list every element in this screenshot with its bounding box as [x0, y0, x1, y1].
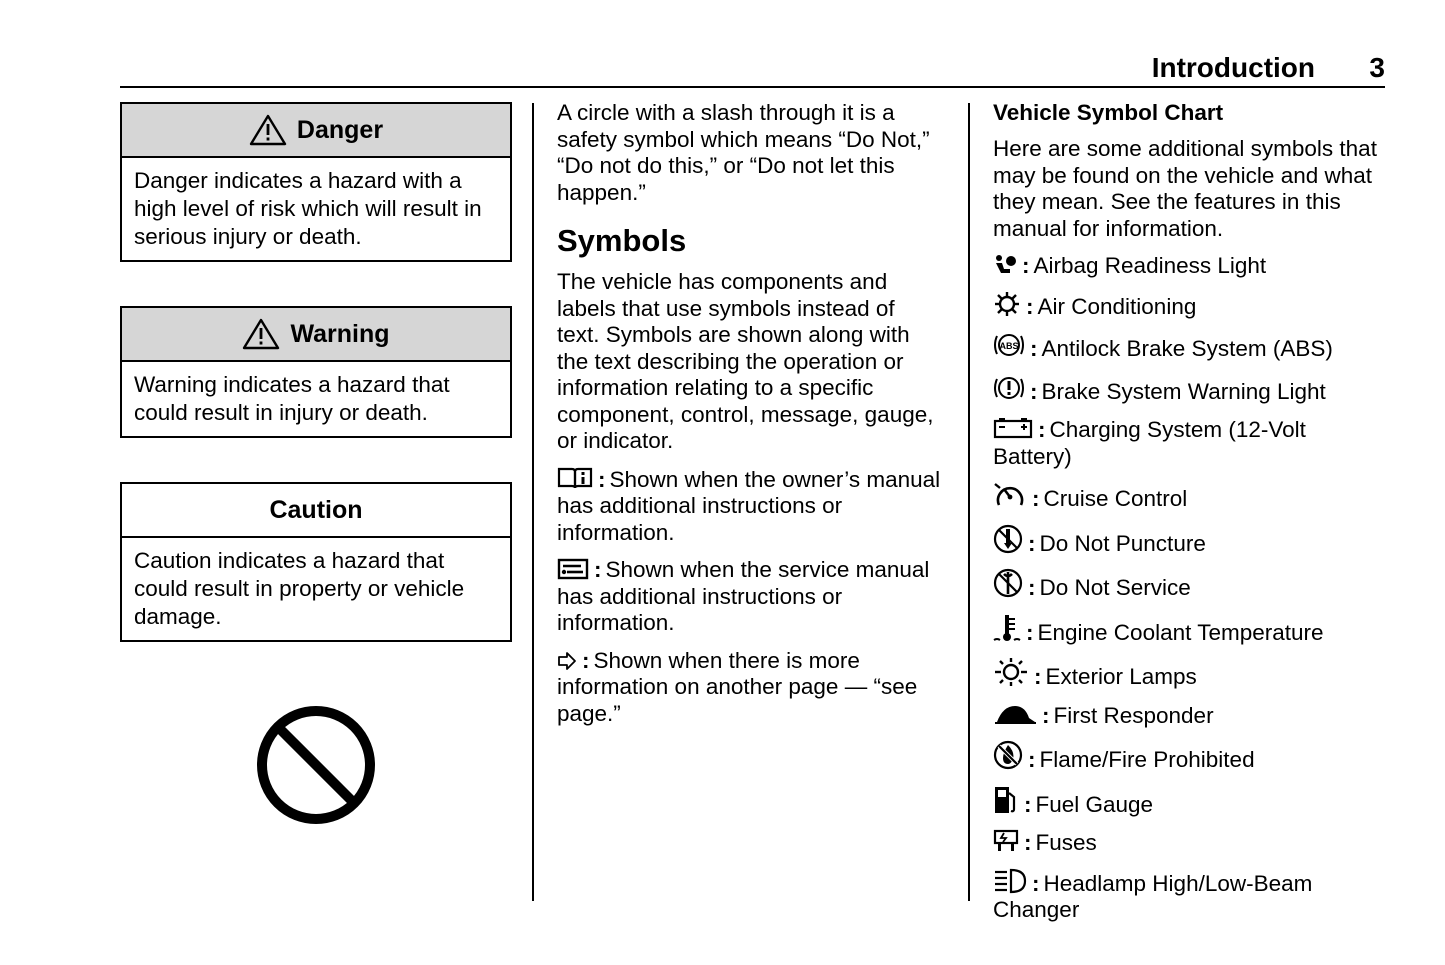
page-number: 3: [1369, 52, 1385, 83]
air-conditioning-icon: [993, 291, 1021, 317]
danger-box: [120, 102, 512, 262]
item-label: Air Conditioning: [1037, 293, 1197, 319]
airbag-icon: [993, 254, 1017, 276]
list-item: : Fuel Gauge: [993, 785, 1383, 819]
item-label: Headlamp High/Low-Beam Changer: [993, 870, 1313, 922]
do-not-puncture-icon: [993, 524, 1023, 554]
see-page-note: : Shown when there is more information on another page — “see page.”: [557, 647, 918, 726]
warning-box: [120, 306, 512, 438]
header-divider: [120, 86, 1385, 88]
item-label: Brake System Warning Light: [1041, 378, 1326, 404]
item-label: Engine Coolant Temperature: [1037, 619, 1324, 645]
circle-slash-explanation: A circle with a slash through it is a safety symbol which means “Do Not,” “Do not do this,” or “Do not let this happen.”: [557, 100, 930, 205]
service-manual-icon: [557, 558, 589, 580]
column-divider-right: [968, 103, 970, 901]
item-label: Airbag Readiness Light: [1033, 253, 1267, 278]
item-label: First Responder: [1053, 702, 1214, 728]
item-label: Antilock Brake System (ABS): [1041, 336, 1333, 361]
warning-box-text: Warning indicates a hazard that could result in injury or death.: [134, 372, 450, 425]
caution-box-title: Caution: [269, 495, 363, 524]
headlamp-beam-icon: [993, 868, 1027, 894]
danger-box-title: Danger: [296, 115, 384, 144]
cruise-control-icon: [993, 481, 1027, 509]
list-item: : Flame/Fire Prohibited: [993, 740, 1383, 774]
owner-manual-note-text: Shown when the owner’s manual has additional instructions or information.: [557, 466, 941, 545]
danger-box-text: Danger indicates a hazard with a high level of risk which will result in serious injury or death.: [134, 168, 482, 249]
flame-prohibited-icon: [993, 740, 1023, 770]
section-title: Introduction: [1151, 52, 1315, 83]
list-item: : Exterior Lamps: [993, 657, 1383, 691]
svg-text:ABS: ABS: [999, 341, 1019, 351]
book-icon: [557, 466, 593, 490]
warning-triangle-icon: [242, 318, 280, 350]
do-not-symbol-icon: [255, 704, 377, 826]
caution-box-header: [122, 484, 510, 538]
battery-icon: [993, 416, 1033, 440]
brake-warning-icon: [993, 374, 1025, 402]
item-label: Flame/Fire Prohibited: [1039, 747, 1255, 772]
caution-box-text: Caution indicates a hazard that could result in property or vehicle damage.: [134, 548, 465, 629]
symbols-heading: Symbols: [557, 223, 687, 258]
owner-manual-note: : Shown when the owner’s manual has additional instructions or information.: [557, 466, 941, 545]
coolant-temperature-icon: [993, 613, 1021, 643]
fuses-icon: [993, 829, 1019, 853]
warning-triangle-icon: [249, 114, 287, 146]
danger-box-header: [122, 104, 510, 158]
item-label: Charging System (12-Volt Battery): [993, 417, 1306, 469]
item-label: Cruise Control: [1043, 486, 1188, 511]
symbol-chart-column: [993, 100, 1383, 935]
see-page-note-text: Shown when there is more information on another page — “see page.”: [557, 647, 918, 726]
first-responder-icon: [993, 702, 1037, 726]
vehicle-symbol-chart-heading: Vehicle Symbol Chart: [993, 100, 1224, 125]
list-item: : Air Conditioning: [993, 291, 1383, 321]
middle-column: [557, 100, 942, 738]
list-item: : Do Not Service: [993, 568, 1383, 602]
list-item: ABS : Antilock Brake System (ABS): [993, 331, 1383, 363]
list-item: : Airbag Readiness Light: [993, 253, 1383, 280]
list-item: : First Responder: [993, 702, 1383, 730]
item-label: Fuses: [1035, 830, 1097, 855]
list-item: : Headlamp High/Low-Beam Changer: [993, 868, 1383, 924]
list-item: : Fuses: [993, 829, 1383, 857]
item-label: Do Not Puncture: [1039, 530, 1206, 556]
item-label: Do Not Service: [1039, 575, 1191, 600]
exterior-lamps-icon: [993, 657, 1029, 687]
item-label: Fuel Gauge: [1035, 791, 1154, 817]
service-manual-note-text: Shown when the service manual has additional instructions or information.: [557, 557, 930, 635]
do-not-service-icon: [993, 568, 1023, 598]
list-item: : Do Not Puncture: [993, 524, 1383, 558]
symbols-intro: The vehicle has components and labels that use symbols instead of text. Symbols are shown along with the text describing the operation or information relating to a specific component, control, message, gauge, or indicator.: [557, 269, 934, 453]
list-item: : Charging System (12-Volt Battery): [993, 417, 1306, 469]
warning-box-header: [122, 308, 510, 362]
list-item: : Engine Coolant Temperature: [993, 613, 1383, 647]
warning-box-title: Warning: [290, 319, 390, 348]
column-divider-left: [532, 103, 534, 901]
service-manual-note: : Shown when the service manual has additional instructions or information.: [557, 557, 930, 635]
vehicle-symbol-chart-intro: Here are some additional symbols that may be found on the vehicle and what they mean. See the features in this manual for information.: [993, 136, 1377, 241]
arrow-right-icon: [557, 651, 577, 671]
fuel-gauge-icon: [993, 785, 1019, 815]
list-item: : Cruise Control: [993, 481, 1383, 513]
caution-box: [120, 482, 512, 642]
list-item: : Brake System Warning Light: [993, 374, 1383, 406]
item-label: Exterior Lamps: [1045, 664, 1197, 689]
abs-icon: [993, 331, 1025, 359]
